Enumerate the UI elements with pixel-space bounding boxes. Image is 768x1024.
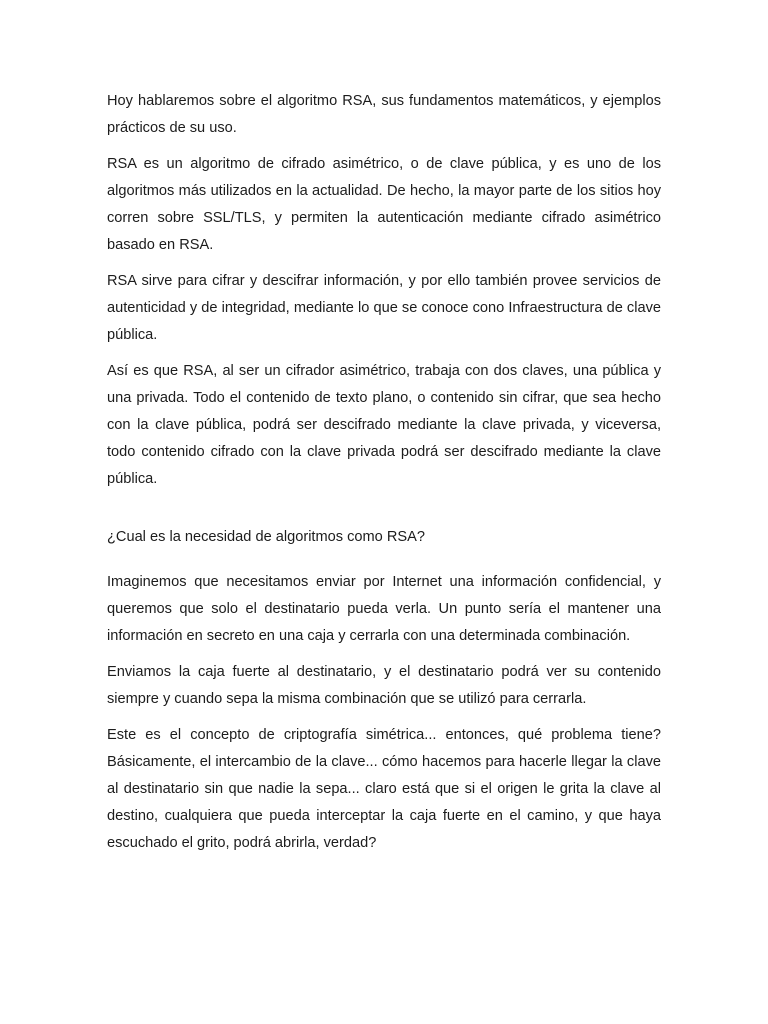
paragraph-symmetric-concept: Este es el concepto de criptografía simétrica... entonces, qué problema tiene? Básicamente, el intercambio de la clave... cómo hacemos para hacerle llegar la clave al destinatario sin que nadie la sepa... claro está que si el origen le grita la clave al destino, cualquiera que pueda interceptar la caja fuerte en el camino, y que haya escuchado el grito, podrá abrirla, verdad?	[107, 727, 661, 851]
paragraph-imagine: Imaginemos que necesitamos enviar por Internet una información confidencial, y queremos que solo el destinatario pueda verla. Un punto sería el mantener una información en secreto en una caja y cerrarla con una determinada combinación.	[107, 574, 661, 644]
paragraph-rsa-uses: RSA sirve para cifrar y descifrar información, y por ello también provee servicios de autenticidad y de integridad, mediante lo que se conoce cono Infraestructura de clave pública.	[107, 273, 661, 343]
paragraph-intro: Hoy hablaremos sobre el algoritmo RSA, sus fundamentos matemáticos, y ejemplos prácticos de su uso.	[107, 93, 661, 136]
paragraph-rsa-keys: Así es que RSA, al ser un cifrador asimétrico, trabaja con dos claves, una pública y una privada. Todo el contenido de texto plano, o contenido sin cifrar, que sea hecho con la clave pública, podrá ser descifrado mediante la clave privada, y viceversa, todo contenido cifrado con la clave privada podrá ser descifrado mediante la clave pública.	[107, 363, 661, 487]
document-body	[107, 88, 661, 866]
paragraph-send-box: Enviamos la caja fuerte al destinatario, y el destinatario podrá ver su contenido siempre y cuando sepa la misma combinación que se utilizó para cerrarla.	[107, 664, 661, 707]
section-heading: ¿Cual es la necesidad de algoritmos como RSA?	[107, 529, 425, 545]
paragraph-rsa-definition: RSA es un algoritmo de cifrado asimétrico, o de clave pública, y es uno de los algoritmos más utilizados en la actualidad. De hecho, la mayor parte de los sitios hoy corren sobre SSL/TLS, y permiten la autenticación mediante cifrado asimétrico basado en RSA.	[107, 156, 661, 253]
